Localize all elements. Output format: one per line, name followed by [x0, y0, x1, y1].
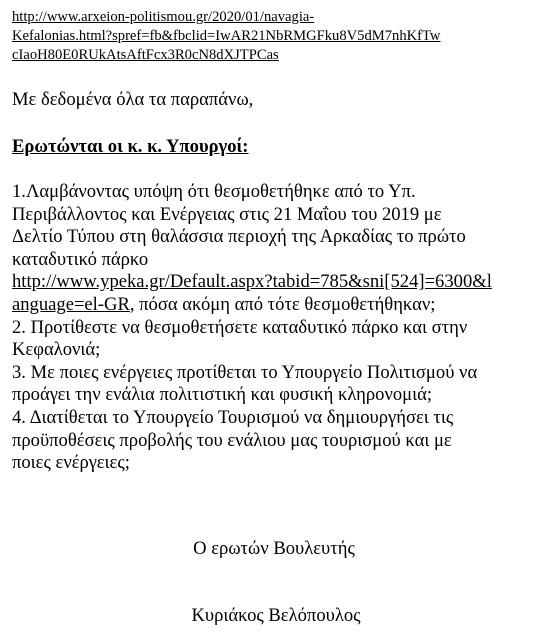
question-2-line-1: 2. Προτίθεστε να θεσμοθετήσετε καταδυτικό πάρκο και στην [12, 316, 468, 338]
signer-name: Κυριάκος Βελόπουλος [191, 605, 361, 626]
source-url-line-1[interactable]: http://www.arxeion-politismou.gr/2020/01/navagia- [12, 9, 315, 25]
questions-list [12, 181, 532, 475]
ypeka-link-part-2[interactable]: anguage=el-GR [12, 293, 130, 315]
question-3-line-2: προάγει την ενάλια πολιτιστική και φυσική κληρονομιά; [12, 384, 433, 406]
question-1-line-1: 1.Λαμβάνοντας υπόψη ότι θεσμοθετήθηκε από το Υπ. [12, 181, 416, 202]
question-1-tail: , πόσα ακόμη από τότε θεσμοθετήθηκαν; [129, 293, 436, 315]
question-1-line-6 [12, 294, 532, 317]
question-4-line-2: προϋποθέσεις προβολής του ενάλιου μας τουρισμού και με [12, 429, 452, 451]
question-1-line-5 [12, 271, 532, 294]
source-url-line-2[interactable]: Kefalonias.html?spref=fb&fbclid=IwAR21NbRMGFku8V5dM7nhKfTw [12, 28, 441, 44]
question-2-line-2: Κεφαλονιά; [12, 339, 101, 361]
question-3-line-1: 3. Με ποιες ενέργειες προτίθεται το Υπουργείο Πολιτισμού να [12, 361, 478, 383]
signer-role: Ο ερωτών Βουλευτής [193, 538, 355, 559]
question-1-line-4: καταδυτικό πάρκο [12, 248, 149, 270]
questions-heading: Ερωτώνται οι κ. κ. Υπουργοί: [12, 136, 249, 157]
question-4-line-1: 4. Διατίθεται το Υπουργείο Τουρισμού να δημιουργήσει τις [12, 406, 454, 428]
source-url-link[interactable] [12, 8, 532, 65]
question-1-line-2: Περιβάλλοντος και Ενέργειας στις 21 Μαΐου του 2019 με [12, 203, 442, 225]
intro-paragraph: Με δεδομένα όλα τα παραπάνω, [12, 89, 254, 110]
question-1-line-3: Δελτίο Τύπου στη θαλάσσια περιοχή της Αρκαδίας το πρώτο [12, 226, 466, 248]
source-url-line-3[interactable]: cIaoH80E0RUkAtsAftFcx3R0cN8dXJTPCas [12, 47, 279, 63]
ypeka-link-part-1[interactable]: http://www.ypeka.gr/Default.aspx?tabid=785&sni[524]=6300&l [12, 271, 492, 293]
question-4-line-3: ποιες ενέργειες; [12, 452, 130, 474]
